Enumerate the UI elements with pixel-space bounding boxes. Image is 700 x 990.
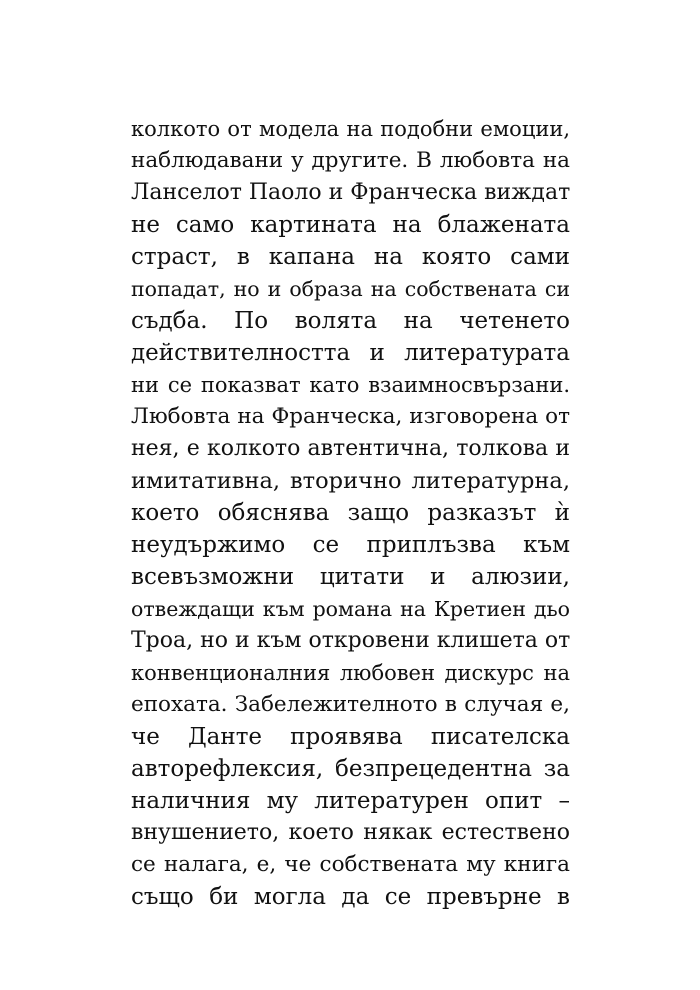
text-line: нея, е колкото автентична, толкова и — [131, 436, 570, 461]
text-line: конвенционалния любовен дискурс на — [131, 661, 570, 685]
text-line: наблюдавани у другите. В любовта на — [131, 148, 570, 173]
text-line: ни се показват като взаимносвързани. — [131, 373, 570, 397]
text-line: неудържимо се приплъзва към — [131, 532, 570, 558]
text-line: имитативна, вторично литературна, — [131, 468, 570, 494]
text-line: също би могла да се превърне в — [131, 884, 570, 910]
text-line: епохата. Забележителното в случая е, — [131, 692, 570, 717]
text-line: се налага, е, че собствената му книга — [131, 852, 570, 877]
text-line: съдба. По волята на четенето — [131, 308, 570, 334]
text-line: внушението, което някак естествено — [131, 820, 570, 845]
text-line: авторефлексия, безпрецедентна за — [131, 756, 570, 782]
text-line: Любовта на Франческа, изговорена от — [131, 404, 570, 429]
body-text — [131, 113, 570, 913]
text-line: колкото от модела на подобни емоции, — [131, 117, 570, 141]
text-line: наличния му литературен опит – — [131, 788, 570, 814]
text-line: страст, в капана на която сами — [131, 244, 570, 270]
text-line: че Данте проявява писателска — [131, 724, 570, 750]
text-line: попадат, но и образа на собствената си — [131, 277, 570, 301]
text-line: което обяснява защо разказът ѝ — [131, 500, 570, 526]
text-line: не само картината на блажената — [131, 212, 570, 238]
text-line: действителността и литературата — [131, 340, 570, 366]
text-line: отвеждащи към романа на Кретиен дьо — [131, 597, 570, 621]
text-line: Ланселот Паоло и Франческа виждат — [131, 180, 571, 205]
text-line: Троа, но и към откровени клишета от — [131, 628, 571, 653]
text-line: всевъзможни цитати и алюзии, — [131, 564, 570, 590]
